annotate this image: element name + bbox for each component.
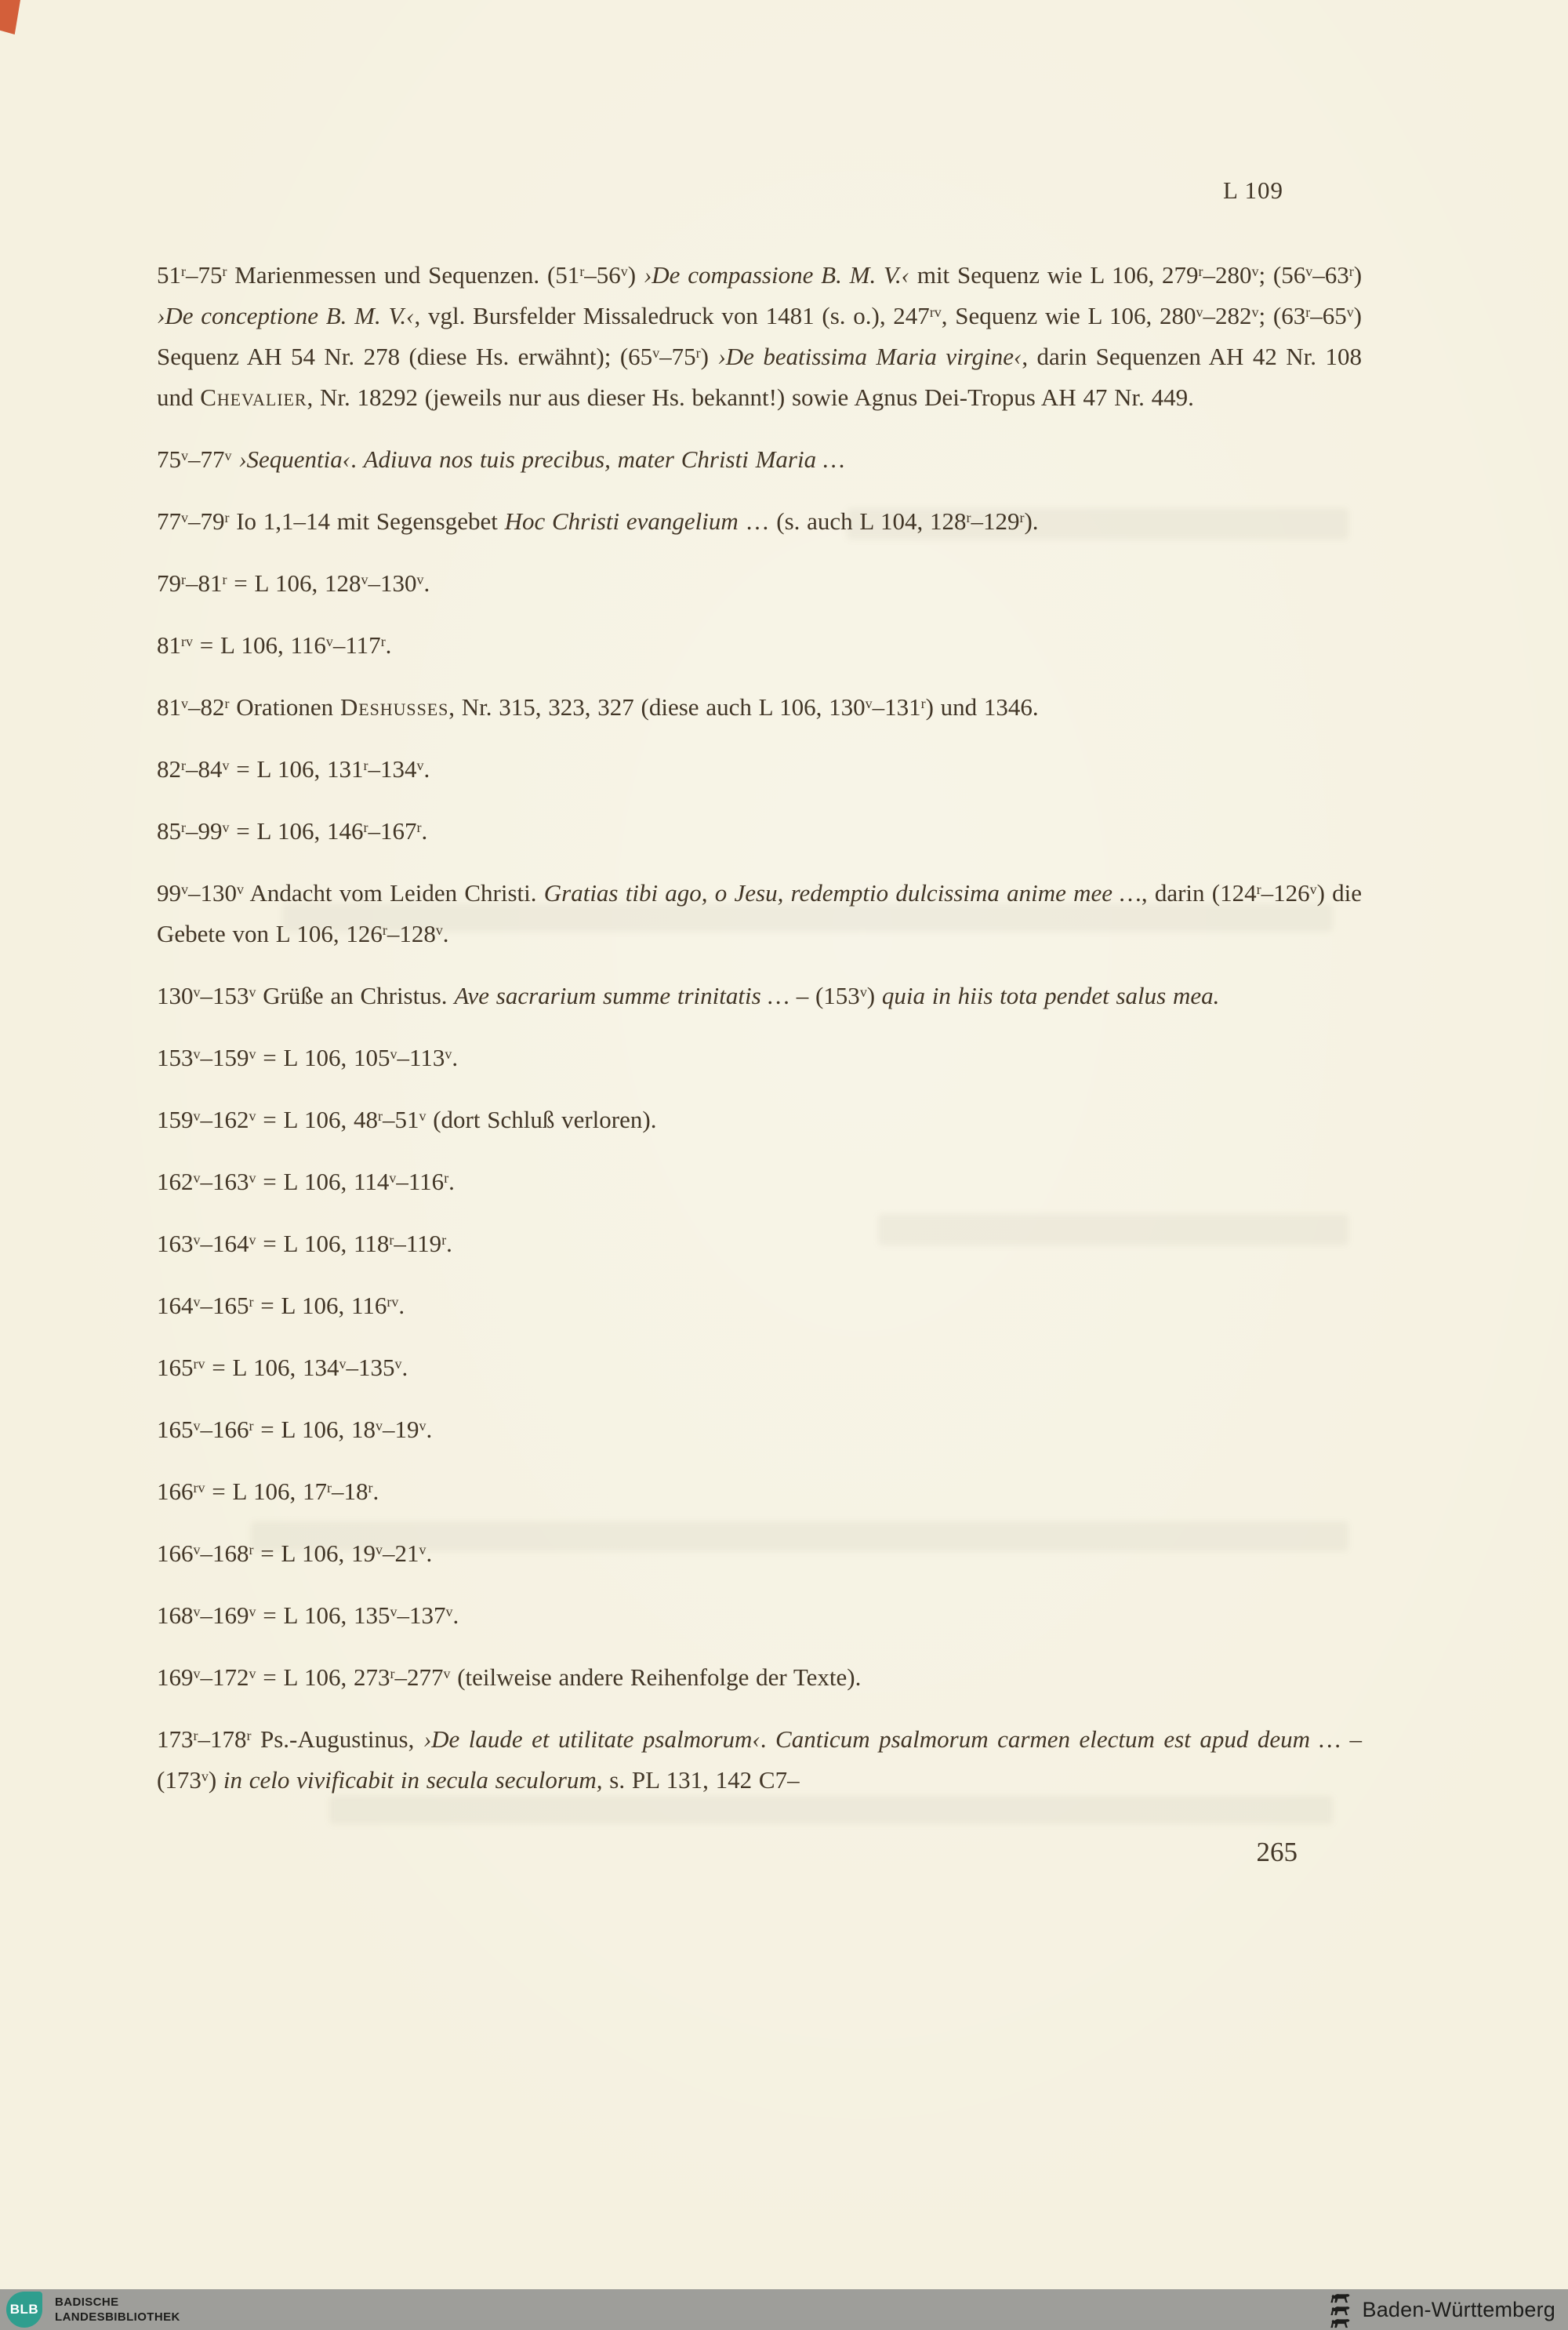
catalog-entry: $164^v-165^r = L$ 106, $116^{rv}$.: [157, 1292, 405, 1319]
text-block: [157, 176, 1362, 1868]
catalog-entry: $163^v-164^v = L$ 106, 118$^r$–119$^r$.: [157, 1230, 452, 1257]
catalog-entry: $169^v-172^v = L$ 106, 273$^r$–277$^v$ (teilweise andere Reihenfolge der Texte).: [157, 1663, 862, 1691]
state-name: Baden-Württemberg: [1362, 2297, 1555, 2321]
catalog-entry: 51$^r$–75$^r$ Marienmessen und Sequenzen. (51$^r$–56$^v$) ›De compassione B. M. V.‹ mit Sequenz wie L 106, 279$^r$–280$^v$; (56$^v$–63$^r$) ›De conceptione B. M. V.‹, vgl. Bursfelder Missaledruck von 1481 (s. o.), $247^{rv}$, Sequenz wie L 106, 280$^v$–282$^v$; (63$^r$–65$^v$) Sequenz AH 54 Nr. 278 (diese Hs. erwähnt); (65$^v$–75$^r$) ›De beatissima Maria virgine‹, darin Sequenzen AH 42 Nr. 108 und Chevalier, Nr. 18292 (jeweils nur aus dieser Hs. bekannt!) sowie Agnus Dei-Tropus AH 47 Nr. 449.: [157, 261, 1363, 411]
catalog-entry: 77$^v$–79$^r$ Io 1,1–14 mit Segensgebet Hoc Christi evangelium … (s. auch L 104, 128$^r$–129$^r$).: [157, 507, 1039, 535]
catalog-entry: 130$^v$–153$^v$ Grüße an Christus. Ave sacrarium summe trinitatis … – (153$^v$) quia in hiis tota pendet salus mea.: [157, 982, 1220, 1009]
catalog-entry: $79^r-81^r = L$ 106, 128$^v$–130$^v$.: [157, 569, 430, 597]
catalog-entry: $165^{rv} = L$ 106, 134$^v$–135$^v$.: [157, 1354, 408, 1381]
catalog-entry: 99$^v$–130$^v$ Andacht vom Leiden Christi. Gratias tibi ago, o Jesu, redemptio dulcissima anime mee …, darin (124$^r$–126$^v$) die Gebete von L 106, 126$^r$–128$^v$.: [157, 879, 1362, 947]
state-branding: [1329, 2292, 1555, 2328]
catalog-entry: $81^{rv} = L$ 106, 116$^v$–117$^r$.: [157, 631, 392, 659]
catalog-entry: $153^v-159^v = L$ 106, 105$^v$–113$^v$.: [157, 1044, 459, 1071]
catalog-entry: 81$^v$–82$^r$ Orationen Deshusses, Nr. 315, 323, 327 (diese auch L 106, 130$^v$–131$^r$) und 1346.: [157, 693, 1039, 721]
library-branding: [6, 2292, 180, 2328]
entry-list: [157, 255, 1362, 1801]
catalog-entry: $85^r-99^v = L$ 106, 146$^r$–167$^r$.: [157, 817, 428, 845]
catalog-entry: $168^v-169^v = L$ 106, 135$^v$–137$^v$.: [157, 1601, 459, 1629]
coat-of-arms-lions-icon: [1329, 2292, 1351, 2328]
catalog-entry: $159^v-162^v = L$ 106, 48$^r$–51$^v$ (dort Schluß verloren).: [157, 1106, 657, 1133]
catalog-entry: 75$^v$–77$^v$ ›Sequentia‹. Adiuva nos tuis precibus, mater Christi Maria …: [157, 445, 845, 473]
corner-mark: [0, 0, 20, 35]
catalog-entry: $166^v-168^r = L$ 106, 19$^v$–21$^v$.: [157, 1539, 433, 1567]
catalog-entry: $82^r-84^v = L$ 106, 131$^r$–134$^v$.: [157, 755, 430, 783]
footer-bar: [0, 2289, 1568, 2330]
page-number: 265: [1256, 1837, 1298, 1867]
catalog-entry: 173$^r$–178$^r$ Ps.-Augustinus, ›De laude et utilitate psalmorum‹. Canticum psalmorum carmen electum est apud deum … – (173$^v$) in celo vivificabit in secula seculorum, s. PL 131, 142 C7–: [157, 1725, 1363, 1794]
catalog-entry: $165^v-166^r = L$ 106, 18$^v$–19$^v$.: [157, 1416, 433, 1443]
catalog-entry: $162^v-163^v = L$ 106, 114$^v$–116$^r$.: [157, 1168, 455, 1195]
library-name-line2: LANDESBIBLIOTHEK: [55, 2310, 180, 2324]
blb-logo: BLB: [6, 2292, 42, 2328]
catalog-entry: $166^{rv} = L$ 106, 17$^r$–18$^r$.: [157, 1478, 379, 1505]
library-name: [55, 2295, 180, 2325]
running-head-signature: L 109: [1222, 176, 1283, 204]
library-name-line1: BADISCHE: [55, 2295, 119, 2309]
